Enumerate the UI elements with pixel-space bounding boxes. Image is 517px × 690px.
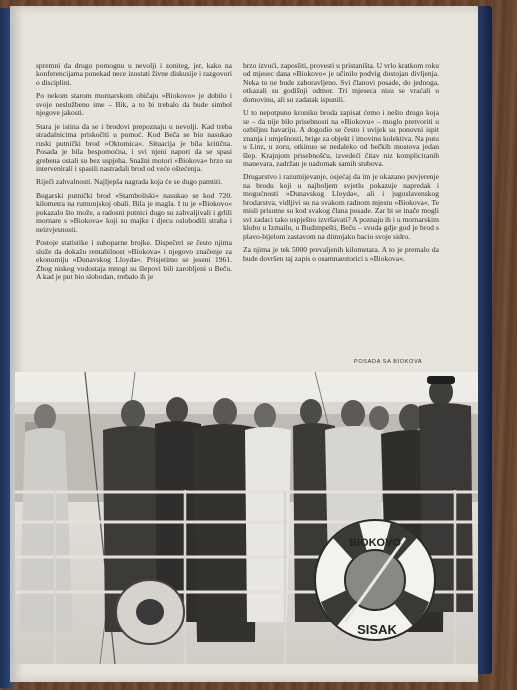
crew-photo xyxy=(15,372,478,664)
lifebuoy-port-text: SISAK xyxy=(357,622,397,637)
text-column-left xyxy=(36,62,232,286)
text-column-right xyxy=(243,62,439,268)
photo-caption: POSADA SA BIOKOVA xyxy=(354,359,423,365)
book-page xyxy=(10,6,478,682)
paragraph: Postoje statistike i suhoparne brojke. Dispečeri se često njima služe da dokažu rentabilnost »Biokova« i njegovo značenje za ekonomiju »Dunavskog Lloyda«. Prisjetimo se jeseni 1961. Zbog niskog vodostaja mnogi su šlepovi bili zarobljeni u Beču. A kad je put bio slobodan, trebalo ih je xyxy=(36,238,232,281)
lifebuoy-name-text: BIOKOVO xyxy=(349,537,401,549)
paragraph: Po nekom starom mornarskom običaju »Biokovo« je dobilo i svoje neslužbeno ime – Bik, a to bi trebalo da bude simbol njegove jakosti. xyxy=(36,91,232,118)
paragraph: Stara je istina da se i brodovi prepoznaju u nevolji. Kad treba stradalnicima priskočiti u pomoć. Kod Beča se bio nasukao ruski putnički brod »Oktomica«. Situacija je bila kritična. Posada je bila bespomoćna, i svi njeni napori da se spasi grebena ostali su bez uspjeha. Snažni motori »Biokova« brzo su intervenirali i spasili nastradali brod od veće oštećenja. xyxy=(36,121,232,173)
paragraph: Drugarstvo i razumijevanje, osjećaj da im je ukazano povjerenje na brodu koji u najboljem svjetlu pokazuje napredak i mogućnosti »Dunavskog Lloyda«, ali i jugoslavenskog brodarstva, vidljivi su na svakom radnom mjestu »Biokova«. Te misli prisutne su kod svakog člana posade. Zar bi se inače mogli svi zadaci tako uspješno izvršavati? A poznaju ih i u mornarskim klubu u Izmailu, u Budimpešti, Beču – svuda gdje god je brod s plavo-bijelom zastavom na dimnjaku bacio svoje sidro. xyxy=(243,172,439,241)
paragraph: spremni da drugu pomognu u nevolji i zoniteg, jer, kako na konferencijama ponekad nece izostati živne diskusije i razgovori o disciplini. xyxy=(36,61,232,87)
paragraph: Za njima je tek 5000 prevaljenih kilometara. A to je premalo da bude dovršen taj zapis o osamnaestorici s »Biokova«. xyxy=(243,245,439,263)
paragraph: U to nepotpuno kroniku broda zapisat ćemo i nešto drugo koja se – da nije bilo prisebnosti na »Biokovu« – moglo pretvoriti u ozbiljnu havariju. A dogodio se često i uvijek su ponovni ispit znanja i umješnosti, brige za objekt i imovinu kolektiva. Na putu u Linz, u zoru, otkinuo se nedaleko od bečkih mostova jedan šlep. Krajnjom prisebnošću, izvedeći čitav niz kompliciranih manevara, zadržan je nadomak samih stubova. xyxy=(243,108,439,168)
paragraph: brzo izvući, zaposliti, provesti u pristaništa. U vrlo kratkom roku od mjesec dana »Biokovo« je učinilo podvig dostojan divljenja. Neka to ne bude zaboravljeno. Svi članovi posade, do jednoga, otkazali su godišnji odmor. Tri mjeseca nisu se vraćali u domovinu, ali su zadatak ispunili. xyxy=(243,61,439,104)
paragraph: Bugarski putnički brod »Stamboliski« nasukao se kod 720. kilometra na rumunjskoj obali. Bila je magla. I tu je »Biokovo« pokazalo što može, a radosni putnici dugo su zahvaljivali i grlili mornare s »Biokova« koji su majke i djecu oslobodili straha i neizvjesnosti. xyxy=(36,190,232,234)
paragraph: Riječi zahvalnosti. Najljepša nagrada koja će se dugo pamtiti. xyxy=(36,177,223,187)
crew-photo-illustration xyxy=(15,372,478,664)
book-cover-edge xyxy=(476,6,492,674)
